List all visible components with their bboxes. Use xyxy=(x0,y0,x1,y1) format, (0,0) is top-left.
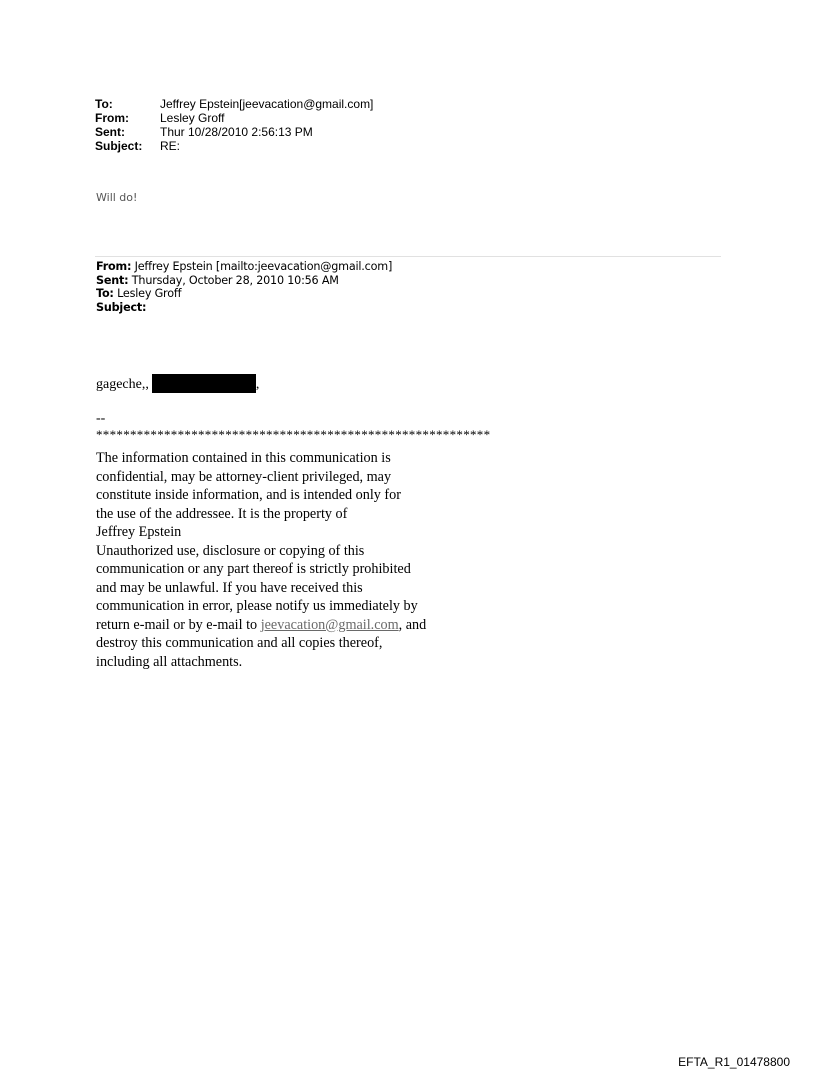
email-header xyxy=(95,97,373,153)
disclaimer-line: the use of the addressee. It is the property of xyxy=(96,505,348,522)
disclaimer-line: including all attachments. xyxy=(96,653,243,670)
email-link[interactable]: jeevacation@gmail.com xyxy=(260,616,399,633)
original-from-value: Jeffrey Epstein [mailto:jeevacation@gmail.com] xyxy=(131,260,393,273)
header-subject-row xyxy=(95,139,373,153)
original-subject-label: Subject: xyxy=(96,301,147,315)
to-label: To: xyxy=(95,97,113,111)
disclaimer-line: and may be unlawful. If you have received this xyxy=(96,579,363,596)
disclaimer-line: constitute inside information, and is intended only for xyxy=(96,487,401,503)
subject-label: Subject: xyxy=(95,139,143,153)
to-value: Jeffrey Epstein[jeevacation@gmail.com] xyxy=(160,97,374,111)
disclaimer-line: communication in error, please notify us immediately by xyxy=(96,598,418,614)
original-sent-value: Thursday, October 28, 2010 10:56 AM xyxy=(128,273,339,287)
subject-value: RE: xyxy=(160,139,181,153)
greeting-line xyxy=(96,374,259,394)
disclaimer-line: Jeffrey Epstein xyxy=(96,524,182,540)
disclaimer-and-text: , and xyxy=(398,616,427,633)
disclaimer xyxy=(96,449,426,671)
sent-value: Thur 10/28/2010 2:56:13 PM xyxy=(160,125,313,139)
disclaimer-line-email xyxy=(96,616,426,635)
disclaimer-line: Unauthorized use, disclosure or copying of this xyxy=(96,542,365,559)
signature-stars: ********************************************************** xyxy=(96,427,491,442)
disclaimer-line: destroy this communication and all copies thereof, xyxy=(96,635,383,651)
disclaimer-line: The information contained in this communication is xyxy=(96,450,391,466)
from-label: From: xyxy=(95,111,129,125)
greeting-text: gageche,, xyxy=(96,377,149,392)
signature-dash: -- xyxy=(96,411,106,426)
document-id: EFTA_R1_01478800 xyxy=(678,1055,790,1069)
greeting-comma: , xyxy=(255,377,260,392)
original-to-value: Lesley Groff xyxy=(113,287,182,301)
reply-body: Will do! xyxy=(96,191,138,204)
original-subject-row xyxy=(96,301,392,315)
original-to-label: To: xyxy=(96,287,114,301)
header-sent-row xyxy=(95,125,373,139)
disclaimer-line: communication or any part thereof is strictly prohibited xyxy=(96,561,411,577)
disclaimer-return-text: return e-mail or by e-mail to xyxy=(96,616,261,633)
header-from-row xyxy=(95,111,373,125)
original-from-row xyxy=(96,260,392,274)
from-value: Lesley Groff xyxy=(160,111,225,125)
original-message-header xyxy=(96,260,392,315)
original-sent-row xyxy=(96,274,392,288)
redaction-box xyxy=(152,374,256,393)
disclaimer-line: confidential, may be attorney-client privileged, may xyxy=(96,468,392,485)
sent-label: Sent: xyxy=(95,125,125,139)
original-from-label: From: xyxy=(96,260,132,273)
header-to-row xyxy=(95,97,373,111)
message-divider xyxy=(95,256,721,257)
original-sent-label: Sent: xyxy=(96,273,129,287)
original-to-row xyxy=(96,287,392,301)
